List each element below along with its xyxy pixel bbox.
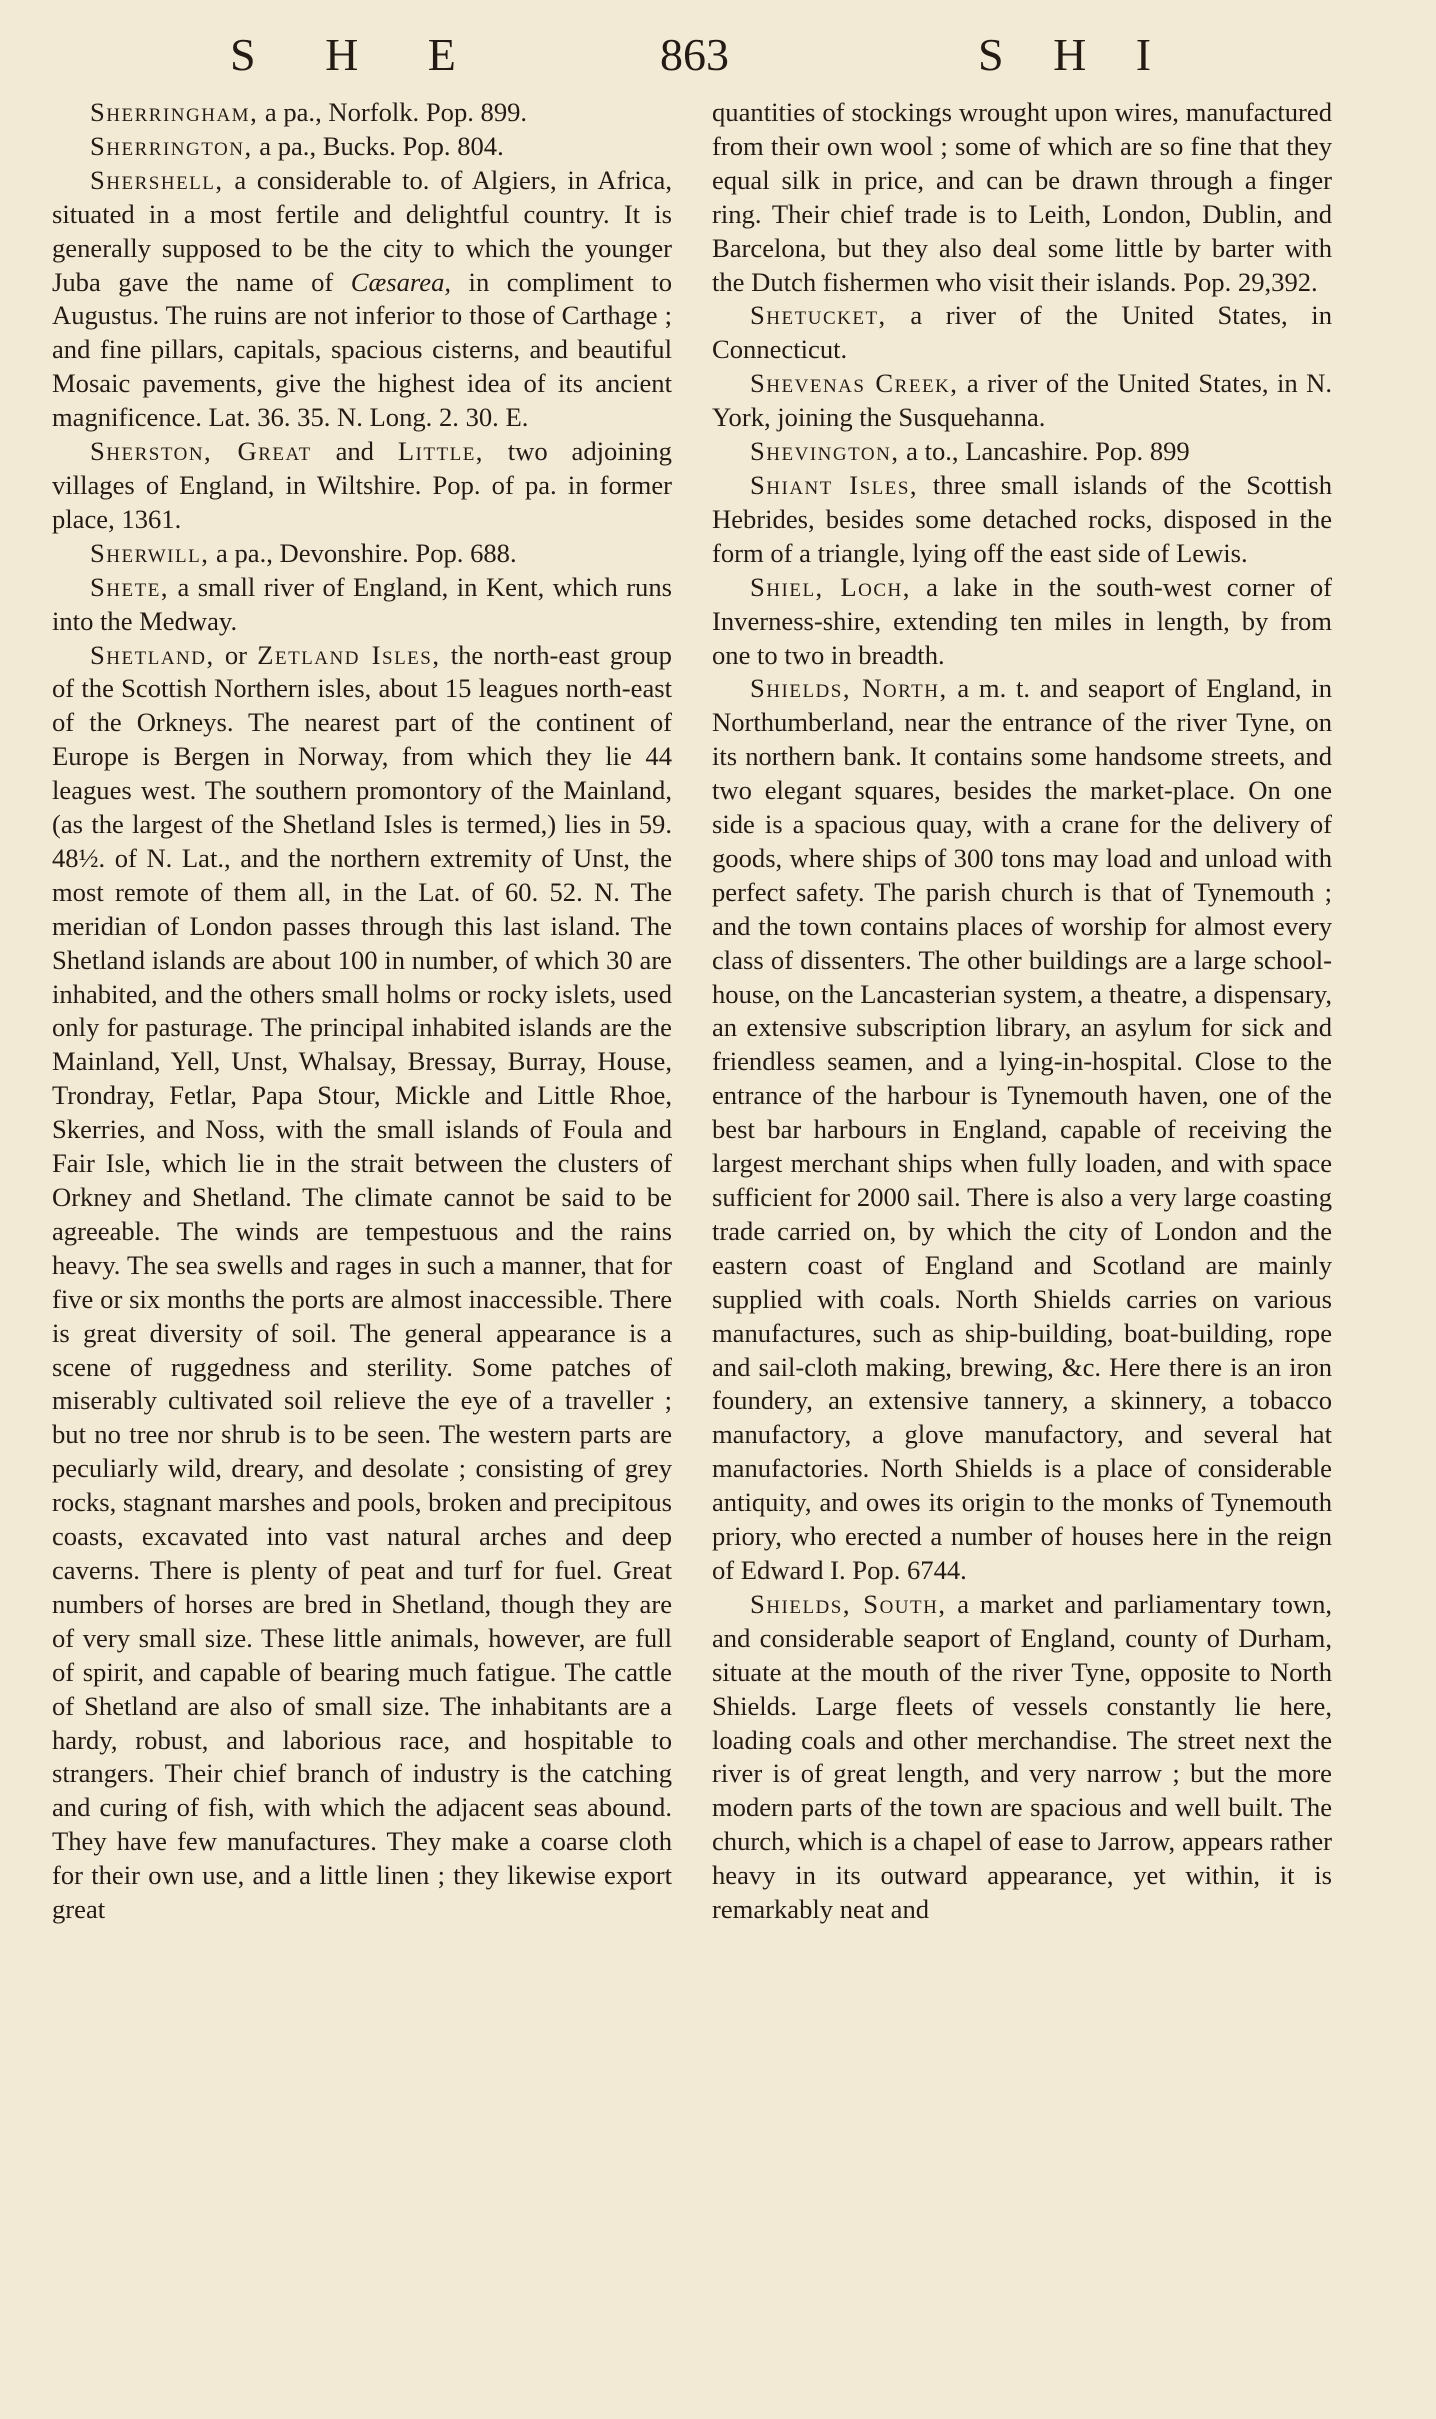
- entry-headword: Sherston, Great: [90, 436, 312, 467]
- entry-headword: Shiant Isles,: [750, 469, 919, 500]
- dictionary-entry: [712, 571, 1332, 673]
- entry-headword: Little,: [397, 436, 484, 467]
- dictionary-entry: [52, 639, 672, 1927]
- entry-text: or: [214, 639, 258, 670]
- dictionary-entry: [712, 367, 1332, 435]
- entry-text: a to., Lancashire. Pop. 899: [899, 436, 1190, 467]
- entry-text: quantities of stockings wrought upon wires, manufactured from their own wool ; some of which are so fine that they equal silk in price, and can be drawn through a finger ring. Their chief trade is to Leith, London, Dublin, and Barcelona, but they also deal some little by barter with the Dutch fishermen who visit their islands. Pop. 29,392.: [712, 97, 1332, 297]
- entry-text: a river of the United States, in Connecticut.: [712, 300, 1332, 365]
- entry-text: three small islands of the Scottish Hebrides, besides some detached rocks, disposed in the form of a triangle, lying off the east side of Lewis.: [712, 469, 1332, 568]
- dictionary-entry: [52, 571, 672, 639]
- entry-headword: Shevington,: [750, 436, 900, 467]
- entry-text: a lake in the south-west corner of Inverness-shire, extending ten miles in length, by from one to two in breadth.: [712, 571, 1332, 670]
- entry-headword: Shete,: [90, 571, 169, 602]
- entry-headword: Sherwill,: [90, 537, 210, 568]
- continued-entry: [712, 96, 1332, 299]
- dictionary-entry: [52, 96, 672, 130]
- dictionary-entry: [712, 299, 1332, 367]
- entry-headword: Shields, North,: [750, 673, 948, 704]
- page-number: 863: [660, 29, 729, 80]
- entry-text: in compliment to Augustus. The ruins are not inferior to those of Carthage ; and fine pillars, capitals, spacious cisterns, and beautiful Mosaic pavements, give the highest idea of its ancient magnificence. Lat. 36. 35. N. Long. 2. 30. E.: [52, 266, 672, 433]
- entry-headword: Sherringham,: [90, 97, 259, 127]
- entry-headword: Shiel, Loch,: [750, 571, 911, 602]
- entry-text: a pa., Bucks. Pop. 804.: [252, 130, 504, 161]
- entry-italic-text: Cæsarea,: [350, 266, 452, 297]
- running-header: [0, 28, 1436, 88]
- dictionary-entry: [52, 537, 672, 571]
- entry-text: the north-east group of the Scottish Northern isles, about 15 leagues north-east of the Orkneys. The nearest part of the continent of Europe is Bergen in Norway, from which they lie 44 leagues west. The southern promontory of the Mainland, (as the largest of the Shetland Isles is termed,) lies in 59. 48½. of N. Lat., and the northern extremity of Unst, the most remote of them all, in the Lat. of 60. 52. N. The meridian of London passes through this last island. The Shetland islands are about 100 in number, of which 30 are inhabited, and the others small holms or rocky islets, used only for pasturage. The principal inhabited islands are the Mainland, Yell, Unst, Whalsay, Bressay, Burray, House, Trondray, Fetlar, Papa Stour, Mickle and Little Rhoe, Skerries, and Noss, with the small islands of Foula and Fair Isle, which lie in the strait between the clusters of Orkney and Shetland. The climate cannot be said to be agreeable. The winds are tempestuous and the rains heavy. The sea swells and rages in such a manner, that for five or six months the ports are almost inaccessible. There is great diversity of soil. The general appearance is a scene of ruggedness and sterility. Some patches of miserably cultivated soil relieve the eye of a traveller ; but no tree nor shrub is to be seen. The western parts are peculiarly wild, dreary, and desolate ; consisting of grey rocks, stagnant marshes and pools, broken and precipitous coasts, excavated into vast natural arches and deep caverns. There is plenty of peat and turf for fuel. Great numbers of horses are bred in Shetland, though they are of very small size. These little animals, however, are full of spirit, and capable of bearing much fatigue. The cattle of Shetland are also of small size. The inhabitants are a hardy, robust, and laborious race, and hospitable to strangers. Their chief branch of industry is the catching and curing of fish, with which the adjacent seas abound. They have few manufactures. They make a coarse cloth for their own use, and a little linen ; they likewise export great: [52, 639, 672, 1925]
- entry-headword: Shetland,: [90, 639, 215, 670]
- entry-text: a market and parliamentary town, and considerable seaport of England, county of Durham, situate at the mouth of the river Tyne, opposite to North Shields. Large fleets of vessels constantly lie here, loading coals and other merchandise. The street next the river is of great length, and very narrow ; but the more modern parts of the town are spacious and well built. The church, which is a chapel of ease to Jarrow, appears rather heavy in its outward appearance, yet within, it is remarkably neat and: [712, 1588, 1332, 1925]
- entry-headword: Shields, South,: [750, 1588, 947, 1619]
- entry-text: a pa., Norfolk. Pop. 899.: [258, 97, 528, 127]
- dictionary-entry: [52, 130, 672, 164]
- right-column: [712, 96, 1332, 2396]
- header-left-guideword: S H E: [230, 29, 466, 80]
- entry-headword: Shetucket,: [750, 300, 887, 331]
- dictionary-entry: [712, 435, 1332, 469]
- entry-text: a m. t. and seaport of England, in Northumberland, near the entrance of the river Tyne, on its northern bank. It contains some handsome streets, and two elegant squares, besides the market-place. On one side is a spacious quay, with a crane for the delivery of goods, where ships of 300 tons may load and unload with perfect safety. The parish church is that of Tynemouth ; and the town contains places of worship for almost every class of dissenters. The other buildings are a large school-house, on the Lancasterian system, a theatre, a dispensary, an extensive subscription library, an asylum for sick and friendless seamen, and a lying-in-hospital. Close to the entrance of the harbour is Tynemouth haven, one of the best bar harbours in England, capable of receiving the largest merchant ships when fully loaden, and with space sufficient for 2000 sail. There is also a very large coasting trade carried on, by which the city of London and the eastern coast of England and Scotland are mainly supplied with coals. North Shields carries on various manufactures, such as ship-building, boat-building, rope and sail-cloth making, brewing, &c. Here there is an iron foundery, an extensive tannery, a skinnery, a tobacco manufactory, a glove manufactory, and several hat manufactories. North Shields is a place of considerable antiquity, and owes its origin to the monks of Tynemouth priory, who erected a number of houses here in the reign of Edward I. Pop. 6744.: [712, 673, 1332, 1585]
- left-column: [52, 96, 672, 2396]
- entry-headword: Shershell,: [90, 164, 224, 195]
- entry-text: a river of the United States, in N. York, joining the Susquehanna.: [712, 368, 1332, 433]
- entry-headword: Zetland Isles,: [257, 639, 441, 670]
- entry-text: a small river of England, in Kent, which runs into the Medway.: [52, 571, 672, 636]
- dictionary-entry: [52, 164, 672, 435]
- entry-text: a pa., Devonshire. Pop. 688.: [209, 537, 517, 568]
- dictionary-entry: [712, 672, 1332, 1587]
- header-right-guideword: S H I: [978, 29, 1160, 80]
- entry-text: a considerable to. of Algiers, in Africa, situated in a most fertile and delightful country. It is generally supposed to be the city to which the younger Juba gave the name of: [52, 164, 672, 297]
- dictionary-entry: [52, 435, 672, 537]
- entry-text: two adjoining villages of England, in Wiltshire. Pop. of pa. in former place, 1361.: [52, 436, 672, 534]
- dictionary-entry: [712, 1588, 1332, 1927]
- entry-headword: Shevenas Creek,: [750, 368, 959, 399]
- dictionary-entry: [712, 469, 1332, 571]
- entry-text: and: [311, 436, 398, 467]
- entry-headword: Sherrington,: [90, 130, 253, 161]
